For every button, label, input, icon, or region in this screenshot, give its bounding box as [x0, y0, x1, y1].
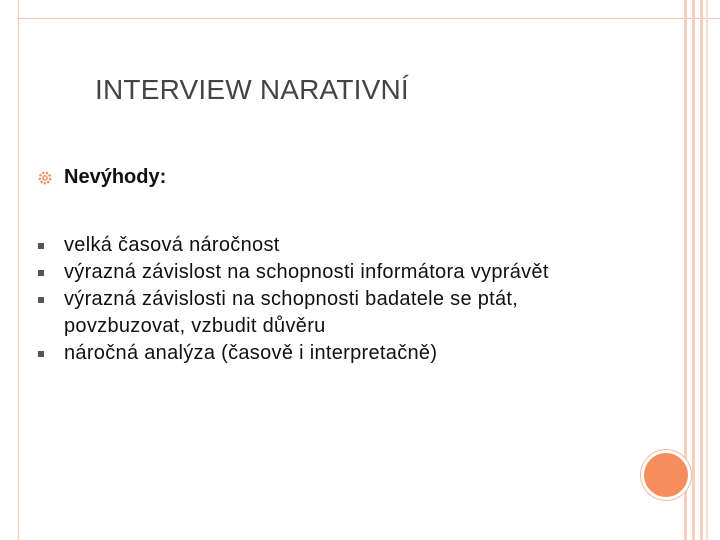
list-item-text: výrazná závislost na schopnosti informátora vyprávět: [64, 261, 549, 283]
bullet-list: [38, 232, 678, 367]
list-item-text: výrazná závislosti na schopnosti badatele se ptát, povzbuzovat, vzbudit důvěru: [64, 288, 519, 337]
list-item: [38, 232, 678, 259]
list-item-text: velká časová náročnost: [64, 234, 280, 256]
right-decorative-band: [684, 0, 708, 540]
square-bullet-icon: [38, 297, 44, 303]
heading-text: Nevýhody:: [64, 166, 167, 188]
list-item: [38, 286, 678, 340]
band-line: [706, 0, 708, 540]
slide-title: INTERVIEW NARATIVNÍ: [95, 74, 409, 105]
square-bullet-icon: [38, 243, 44, 249]
list-item: [38, 340, 678, 367]
square-bullet-icon: [38, 351, 44, 357]
left-border-line: [18, 0, 19, 540]
band-line: [700, 0, 703, 540]
square-bullet-icon: [38, 270, 44, 276]
orange-circle-decoration: [641, 450, 691, 500]
gear-icon: [38, 171, 52, 185]
list-item: [38, 259, 678, 286]
top-border-line: [18, 18, 720, 19]
heading-row: [38, 166, 166, 189]
list-item-text: náročná analýza (časově i interpretačně): [64, 342, 438, 364]
band-line: [692, 0, 695, 540]
